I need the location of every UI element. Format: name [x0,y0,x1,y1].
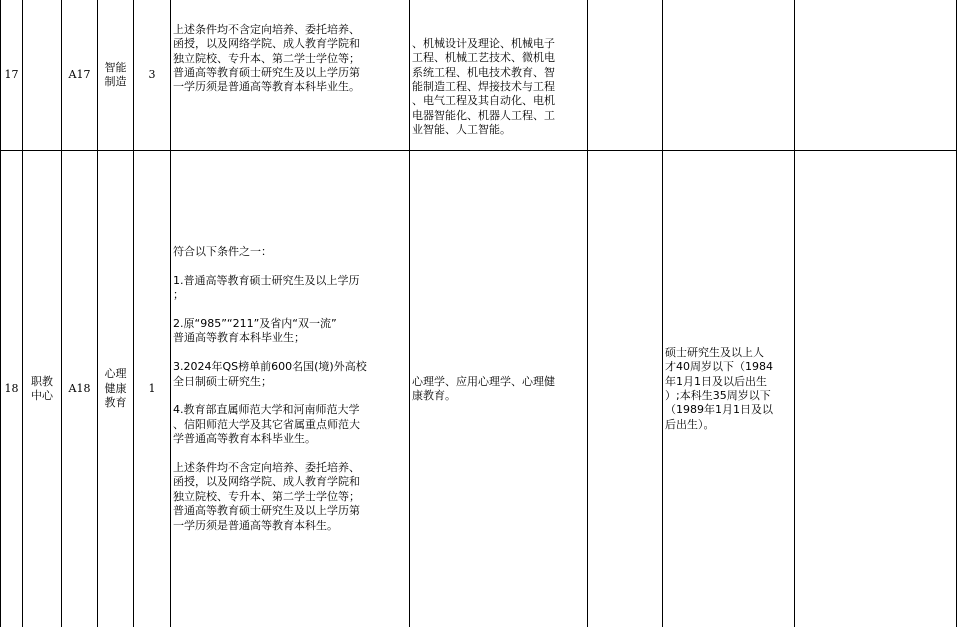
position-name-cell[interactable]: 智能 制造 [104,60,127,88]
headcount-cell[interactable]: 3 [148,67,156,81]
age-text: 硕士研究生及以上人 才40周岁以下（1984 年1月1日及以后出生 ）;本科生35周岁以下 （1989年1月1日及以 后出生）。 [665,345,773,431]
department-cell[interactable] [23,0,61,150]
position-code-cell[interactable]: A18 [68,381,91,395]
remark-cell[interactable] [795,151,955,627]
remark-cell[interactable] [795,0,955,150]
age-requirement-cell[interactable] [665,0,793,150]
education-requirement-cell[interactable] [173,0,407,109]
position-code-cell[interactable]: A17 [68,67,91,81]
department-cell[interactable]: 职教 中心 [31,374,53,402]
major-text: 心理学、应用心理学、心理健 康教育。 [412,374,555,402]
education-requirement-cell[interactable] [173,151,407,627]
empty-cell[interactable] [588,151,662,627]
row-index[interactable]: 18 [4,381,19,395]
empty-cell[interactable] [588,0,662,150]
grid-line [409,0,410,627]
grid-line [170,0,171,627]
age-requirement-cell[interactable] [665,151,793,627]
headcount-cell[interactable]: 1 [148,381,156,395]
major-requirement-cell[interactable] [412,0,586,152]
row-index[interactable]: 17 [4,67,19,81]
grid-line [662,0,663,627]
position-name-cell[interactable]: 心理 健康 教育 [104,367,127,410]
major-requirement-cell[interactable] [412,151,586,627]
education-text: 符合以下条件之一： 1.普通高等教育硕士研究生及以上学历 ； 2.原“985”“211”及省内“双一流” 普通高等教育本科毕业生； 3.2024年QS榜单前600名国(境)外高校 全日制硕士研究生； 4.教育部直属师范大学和河南师范大学 、信阳师范大学及其它省属重点师范大 学普通高等教育本科毕业生。 上述条件均不含定向培养、委托培养、 函授，以及网络学院、成人教育学院和 独立院校、专升本、第二学士学位等； 普通高等教育硕士研究生及以上学历第 一学历须是普通高等教育本科生。 [173,244,367,532]
education-text: 上述条件均不含定向培养、委托培养、 函授，以及网络学院、成人教育学院和 独立院校、专升本、第二学士学位等； 普通高等教育硕士研究生及以上学历第 一学历须是普通高等教育本科毕业生。 [173,22,360,94]
major-text: 、机械设计及理论、机械电子 工程、机械工艺技术、微机电 系统工程、机电技术教育、智 能制造工程、焊接技术与工程 、电气工程及其自动化、电机 电器智能化、机器人工程、工 业智能、人工智能。 [412,36,555,137]
major-text-cut-off [412,0,555,1]
